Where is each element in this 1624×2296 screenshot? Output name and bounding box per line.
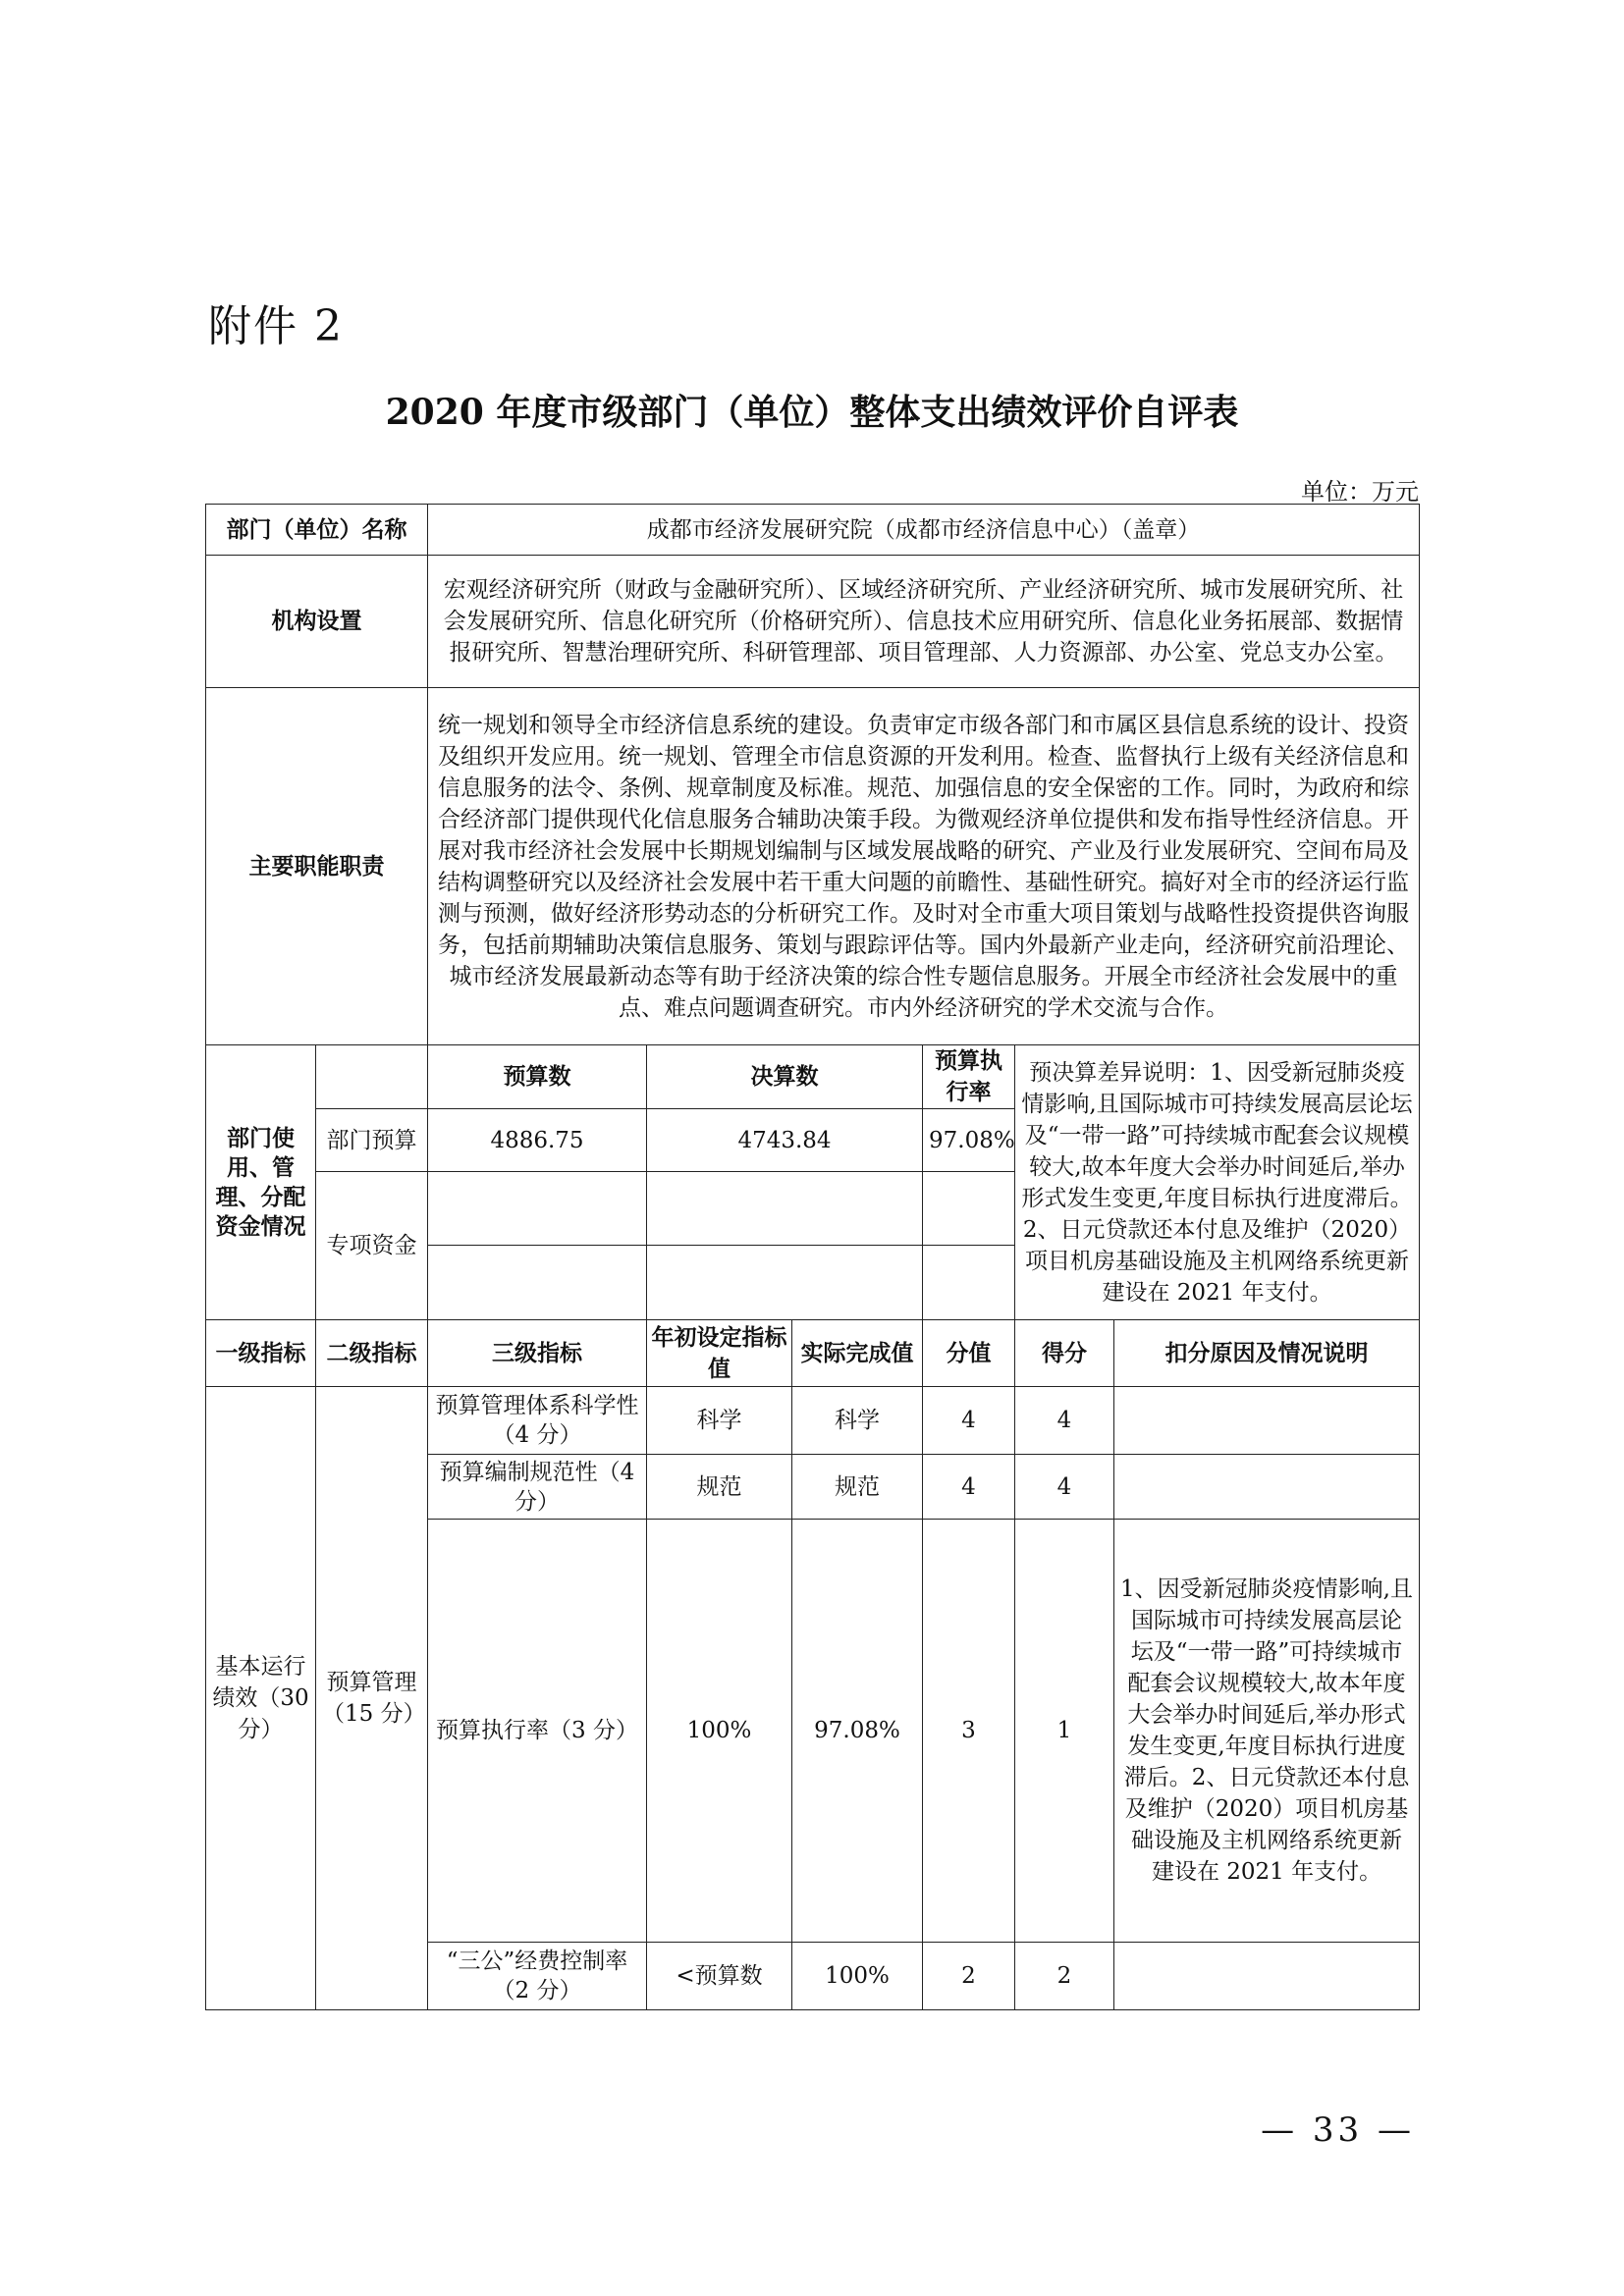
col-rate: 预算执行率 bbox=[923, 1045, 1015, 1109]
indicator-reason: 1、因受新冠肺炎疫情影响,且国际城市可持续发展高层论坛及“一带一路”可持续城市配套会议规模较大,故本年度大会举办时间延后,举办形式发生变更,年度目标执行进度滞后。2、日元贷款还本付息及维护（2020）项目机房基础设施及主机网络系统更新建设在 2021 年支付。 bbox=[1114, 1520, 1420, 1943]
evaluation-table bbox=[205, 504, 1420, 2010]
indicator-score: 3 bbox=[923, 1520, 1015, 1943]
dept-name-label: 部门（单位）名称 bbox=[206, 505, 428, 556]
level1-value: 基本运行绩效（30 分） bbox=[206, 1387, 316, 2010]
level2-value: 预算管理（15 分） bbox=[316, 1387, 428, 2010]
table-row bbox=[206, 688, 1420, 1045]
table-row bbox=[206, 505, 1420, 556]
dept-final-value: 4743.84 bbox=[647, 1109, 923, 1172]
header-level3: 三级指标 bbox=[428, 1320, 647, 1387]
duty-label: 主要职能职责 bbox=[206, 688, 428, 1045]
table-row bbox=[206, 1045, 1420, 1109]
indicator-target: <预算数 bbox=[647, 1943, 792, 2010]
header-reason: 扣分原因及情况说明 bbox=[1114, 1320, 1420, 1387]
indicator-score: 4 bbox=[923, 1387, 1015, 1455]
page-title: 2020 年度市级部门（单位）整体支出绩效评价自评表 bbox=[385, 392, 1239, 433]
empty-cell bbox=[428, 1246, 647, 1320]
indicator-target: 规范 bbox=[647, 1455, 792, 1520]
unit-label: 单位：万元 bbox=[1301, 478, 1419, 506]
indicator-name: “三公”经费控制率（2 分） bbox=[428, 1943, 647, 2010]
header-level2: 二级指标 bbox=[316, 1320, 428, 1387]
indicator-actual: 科学 bbox=[792, 1387, 923, 1455]
attachment-label: 附件 2 bbox=[208, 301, 344, 351]
header-actual: 实际完成值 bbox=[792, 1320, 923, 1387]
funds-note: 预决算差异说明：1、因受新冠肺炎疫情影响,且国际城市可持续发展高层论坛及“一带一路”可持续城市配套会议规模较大,故本年度大会举办时间延后,举办形式发生变更,年度目标执行进度滞后。2、日元贷款还本付息及维护（2020）项目机房基础设施及主机网络系统更新建设在 2021 年支付。 bbox=[1015, 1045, 1420, 1320]
org-label: 机构设置 bbox=[206, 556, 428, 688]
empty-cell bbox=[428, 1172, 647, 1246]
table-row bbox=[206, 556, 1420, 688]
indicator-score: 2 bbox=[923, 1943, 1015, 2010]
header-level1: 一级指标 bbox=[206, 1320, 316, 1387]
indicator-name: 预算编制规范性（4 分） bbox=[428, 1455, 647, 1520]
indicator-got: 2 bbox=[1015, 1943, 1114, 2010]
indicator-got: 4 bbox=[1015, 1455, 1114, 1520]
dept-name-value: 成都市经济发展研究院（成都市经济信息中心）（盖章） bbox=[428, 505, 1420, 556]
table-row bbox=[206, 1320, 1420, 1387]
dept-budget-value: 4886.75 bbox=[428, 1109, 647, 1172]
special-label: 专项资金 bbox=[316, 1172, 428, 1320]
empty-cell bbox=[923, 1172, 1015, 1246]
header-score: 分值 bbox=[923, 1320, 1015, 1387]
header-target: 年初设定指标值 bbox=[647, 1320, 792, 1387]
indicator-name: 预算管理体系科学性（4 分） bbox=[428, 1387, 647, 1455]
table-row bbox=[206, 1387, 1420, 1455]
indicator-actual: 100% bbox=[792, 1943, 923, 2010]
indicator-actual: 规范 bbox=[792, 1455, 923, 1520]
org-value: 宏观经济研究所（财政与金融研究所）、区域经济研究所、产业经济研究所、城市发展研究所、社会发展研究所、信息化研究所（价格研究所）、信息技术应用研究所、信息化业务拓展部、数据情报研究所、智慧治理研究所、科研管理部、项目管理部、人力资源部、办公室、党总支办公室。 bbox=[428, 556, 1420, 688]
indicator-reason bbox=[1114, 1455, 1420, 1520]
col-budget: 预算数 bbox=[428, 1045, 647, 1109]
empty-cell bbox=[647, 1172, 923, 1246]
indicator-score: 4 bbox=[923, 1455, 1015, 1520]
indicator-got: 4 bbox=[1015, 1387, 1114, 1455]
indicator-got: 1 bbox=[1015, 1520, 1114, 1943]
dept-budget-label: 部门预算 bbox=[316, 1109, 428, 1172]
indicator-target: 100% bbox=[647, 1520, 792, 1943]
indicator-reason bbox=[1114, 1387, 1420, 1455]
page-number: — 33 — bbox=[1261, 2110, 1415, 2150]
indicator-reason bbox=[1114, 1943, 1420, 2010]
empty-cell bbox=[316, 1045, 428, 1109]
funds-label: 部门使用、管理、分配资金情况 bbox=[206, 1045, 316, 1320]
duty-value: 统一规划和领导全市经济信息系统的建设。负责审定市级各部门和市属区县信息系统的设计、投资及组织开发应用。统一规划、管理全市信息资源的开发利用。检查、监督执行上级有关经济信息和信息服务的法令、条例、规章制度及标准。规范、加强信息的安全保密的工作。同时，为政府和综合经济部门提供现代化信息服务合辅助决策手段。为微观经济单位提供和发布指导性经济信息。开展对我市经济社会发展中长期规划编制与区域发展战略的研究、产业及行业发展研究、空间布局及结构调整研究以及经济社会发展中若干重大问题的前瞻性、基础性研究。搞好对全市的经济运行监测与预测，做好经济形势动态的分析研究工作。及时对全市重大项目策划与战略性投资提供咨询服务，包括前期辅助决策信息服务、策划与跟踪评估等。国内外最新产业走向，经济研究前沿理论、城市经济发展最新动态等有助于经济决策的综合性专题信息服务。开展全市经济社会发展中的重点、难点问题调查研究。市内外经济研究的学术交流与合作。 bbox=[428, 688, 1420, 1045]
empty-cell bbox=[647, 1246, 923, 1320]
empty-cell bbox=[923, 1246, 1015, 1320]
indicator-name: 预算执行率（3 分） bbox=[428, 1520, 647, 1943]
header-got: 得分 bbox=[1015, 1320, 1114, 1387]
indicator-actual: 97.08% bbox=[792, 1520, 923, 1943]
col-final: 决算数 bbox=[647, 1045, 923, 1109]
indicator-target: 科学 bbox=[647, 1387, 792, 1455]
dept-rate-value: 97.08% bbox=[923, 1109, 1015, 1172]
